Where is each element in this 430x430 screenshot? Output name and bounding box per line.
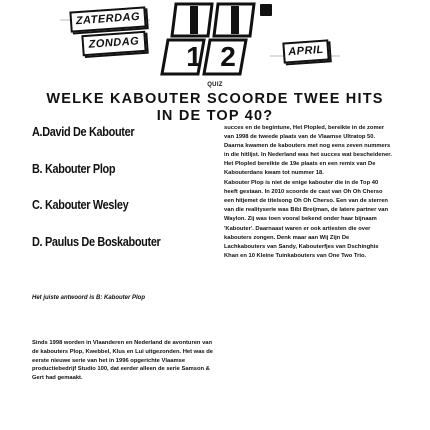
explanation-paragraph: Sinds 1998 worden in Vlaanderen en Nederland de avonturen van de kabouters Plop, Kwebbel, Klus en Lui uitgezonden. Het was de eerste nieuwe serie van het in 1996 opgerichte Vlaamse productiebedrijf Studio 100, dat eerder alleen de serie Samson & Gert had gemaakt. <box>32 340 214 382</box>
quiz-question-line-1: WELKE KABOUTER SCOORDE TWEE HITS <box>46 91 384 107</box>
quiz-question <box>0 91 430 125</box>
date-digit-bottom-right: 2 <box>220 41 236 72</box>
date-digit-bottom-left: 1 <box>186 41 202 72</box>
option-b: B. Kabouter Plop <box>32 160 116 176</box>
explanation-right-column <box>224 124 392 261</box>
option-c: C. Kabouter Wesley <box>32 197 129 212</box>
quiz-question-line-2: IN DE TOP 40? <box>156 108 274 124</box>
explanation-left-column <box>32 339 214 383</box>
day-label-sunday: ZONDAG <box>81 31 146 56</box>
correct-answer: Het juiste antwoord is B: Kabouter Plop <box>32 295 146 301</box>
date-masthead <box>0 0 430 76</box>
month-label: APRIL <box>282 39 329 63</box>
day-label-saturday: ZATERDAG <box>69 6 146 32</box>
quiz-label: QUIZ <box>207 82 223 88</box>
explanation-paragraph: succes en de begintune, Het Plopled, bereikte in de zomer van 1998 de tweede plaats van de Vlaamse Ultratop 50. Daarna kwamen de kabouters met nog eens zeven nummers in die hitlijst. In Nederland was het succes wat bescheidener. Het Plopled bereikte de 19e plaats en een remix van De Kabouterdans kwam tot nummer 18. <box>224 125 392 177</box>
answer-options <box>32 124 202 270</box>
option-d: D. Paulus De Boskabouter <box>32 233 161 249</box>
explanation-paragraph: Kabouter Plop is niet de enige kabouter die in de Top 40 heeft gestaan. In 2010 scoorde de cast van Oh Oh Cherso een hitjemet de titelsong Oh Oh Cherso. Een van de sterren van die realityserie was Bibi Breijman, de latere partner van Waylon. Zij was toen vooral bekend onder haar bijnaam 'Kabouter'. Daarnaast waren er ook artiesten die over kabouters zongen. Denk maar aan Wij Zijn De Lachkabouters van Sandy, Kabouterfjes van Dschinghis Khan en 10 Kleine Tuinkabouters van One Two Trio. <box>224 180 388 259</box>
option-a: A.David De Kabouter <box>32 124 135 139</box>
